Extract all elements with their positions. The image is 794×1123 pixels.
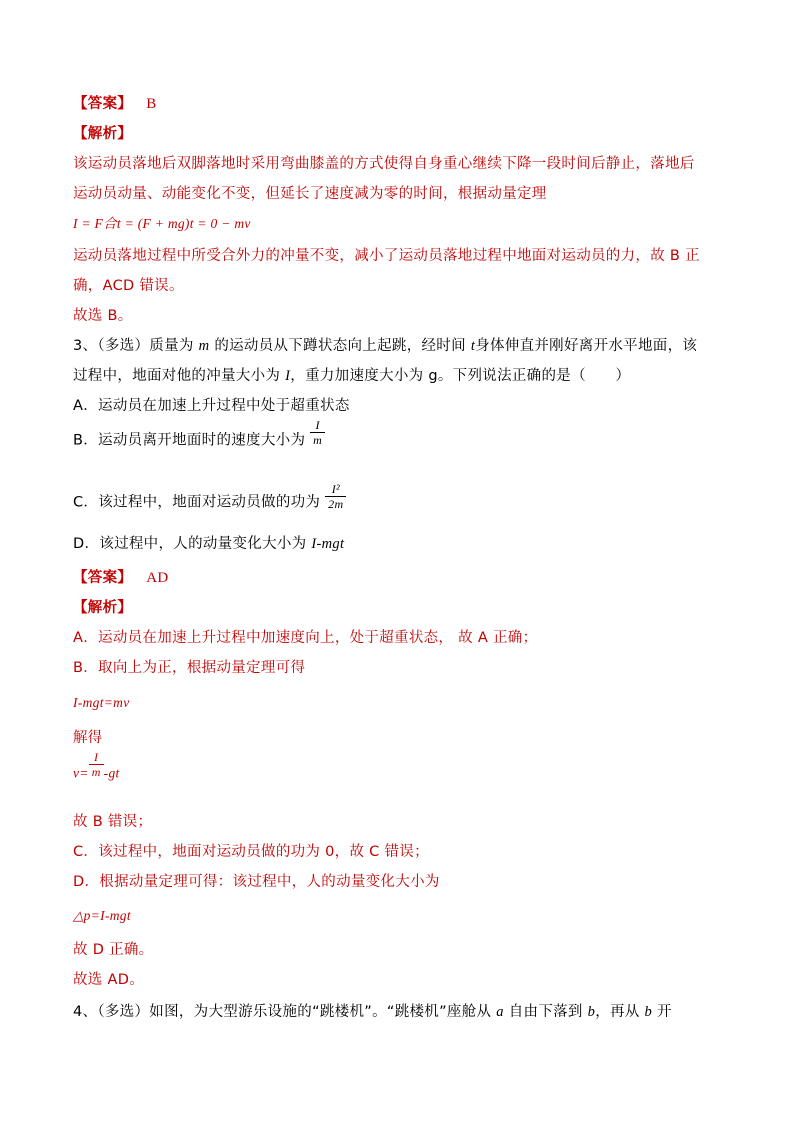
option-b-fraction [310, 418, 325, 447]
q3-analysis-c: C．该过程中，地面对运动员做的功为 0，故 C 错误； [73, 844, 429, 860]
q2-conclusion: 故选 B。 [73, 308, 133, 324]
q3-analysis-b: B．取向上为正，根据动量定理可得 [73, 660, 306, 676]
q4-stem-text: ，再从 [595, 1004, 640, 1020]
q2-answer: B [146, 96, 157, 112]
q3-stem-text: 的运动员从下蹲状态向上起跳，经时间 [214, 338, 466, 354]
q3-solve-label: 解得 [73, 730, 103, 746]
q3-stem-text: 3、（多选）质量为 [73, 338, 194, 354]
var-m: m [198, 338, 210, 354]
q3-analysis-d: D．根据动量定理可得：该过程中，人的动量变化大小为 [73, 874, 440, 890]
q4-stem-text: 开 [657, 1004, 672, 1020]
var-a: a [496, 1004, 504, 1020]
q3-stem-text: ，重力加速度大小为 g。下列说法正确的是（ ） [290, 368, 631, 384]
q3-formula-v [73, 750, 120, 789]
q2-answer-line [73, 94, 157, 114]
q3-formula-d: △p=I-mgt [73, 908, 131, 923]
q2-analysis-line2: 运动员动量、动能变化不变，但延长了速度减为零的时间，根据动量定理 [73, 186, 547, 202]
fraction-denominator: 2m [325, 496, 346, 511]
answer-label: 【答案】 [73, 96, 133, 112]
q4-stem-text: 4、（多选）如图，为大型游乐设施的“跳楼机”。“跳楼机”座舱从 [73, 1004, 492, 1020]
formula-v-fraction [89, 750, 104, 779]
q3-d-right: 故 D 正确。 [73, 942, 154, 958]
q3-option-a: A．运动员在加速上升过程中处于超重状态 [73, 398, 350, 414]
answer-label: 【答案】 [73, 570, 133, 586]
q3-stem-text: 过程中，地面对他的冲量大小为 [73, 368, 281, 384]
q2-analysis-line3: 运动员落地过程中所受合外力的冲量不变，减小了运动员落地过程中地面对运动员的力，故 B 正 [73, 248, 700, 264]
var-t: t [470, 338, 476, 354]
q4-stem-line1 [73, 1002, 672, 1022]
q3-stem-line2 [73, 366, 630, 386]
q3-b-wrong: 故 B 错误； [73, 814, 153, 830]
q3-analysis-a: A．运动员在加速上升过程中加速度向上，处于超重状态， 故 A 正确； [73, 630, 538, 646]
analysis-label: 【解析】 [73, 126, 133, 142]
option-c-fraction [325, 482, 346, 511]
var-b: b [587, 1004, 596, 1020]
fraction-numerator: I [315, 418, 320, 432]
fraction-denominator: m [310, 432, 325, 447]
analysis-label: 【解析】 [73, 600, 133, 616]
option-d-expression: I-mgt [311, 536, 345, 552]
q2-analysis-line1: 该运动员落地后双脚落地时采用弯曲膝盖的方式使得自身重心继续下降一段时间后静止，落地后 [73, 156, 695, 172]
option-c-text: C．该过程中，地面对运动员做的功为 [73, 494, 321, 511]
q3-option-d [73, 534, 344, 554]
q4-stem-text: 自由下落到 [508, 1004, 583, 1020]
fraction-denominator: m [89, 764, 104, 779]
q3-option-c [73, 482, 346, 517]
option-d-text: D．该过程中，人的动量变化大小为 [73, 536, 307, 552]
q3-answer: AD [146, 570, 169, 586]
var-I: I [285, 368, 291, 384]
fraction-numerator: I [94, 750, 99, 764]
q3-option-b [73, 418, 325, 455]
formula-v-prefix: v= [73, 765, 89, 781]
q3-stem-text: 身体伸直并刚好离开水平地面，该 [475, 338, 698, 354]
q2-formula: I = F合t = (F + mg)t = 0 − mv [73, 216, 251, 231]
option-b-text: B．运动员离开地面时的速度大小为 [73, 432, 306, 449]
q3-stem-line1 [73, 336, 697, 356]
q3-formula-b: I-mgt=mv [73, 695, 130, 710]
q3-conclusion: 故选 AD。 [73, 972, 144, 988]
formula-v-suffix: -gt [103, 765, 120, 781]
fraction-numerator: I² [331, 482, 340, 496]
q2-analysis-line4: 确，ACD 错误。 [73, 278, 184, 294]
q3-analysis-label-line [73, 598, 132, 618]
var-b: b [644, 1004, 653, 1020]
q2-analysis-label-line [73, 124, 132, 144]
q3-answer-line [73, 568, 168, 588]
